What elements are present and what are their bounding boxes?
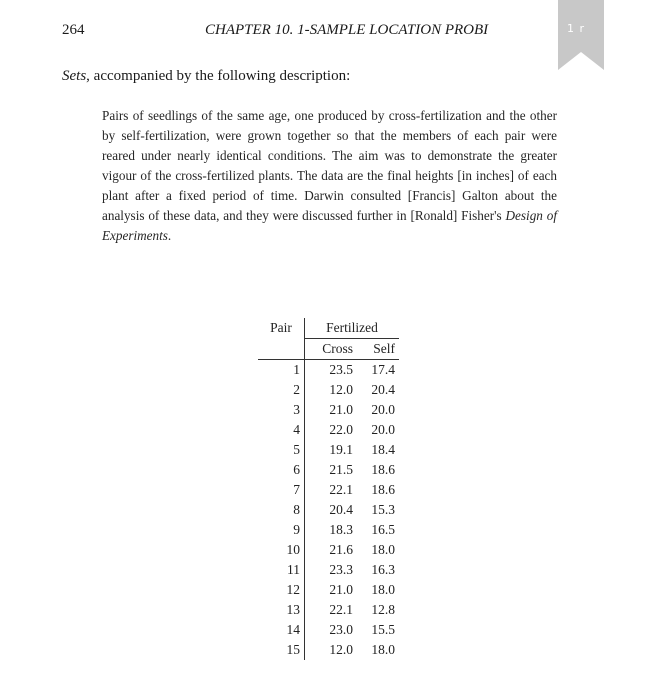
cell-pair: 7 <box>258 480 305 500</box>
cell-cross: 19.1 <box>329 442 353 457</box>
table-row <box>258 620 399 640</box>
cell-pair: 6 <box>258 460 305 480</box>
cell-pair: 12 <box>258 580 305 600</box>
header-fertilized: Fertilized <box>305 318 400 339</box>
darwin-data-table <box>258 318 399 660</box>
cell-self: 18.4 <box>371 442 395 457</box>
cell-self: 18.0 <box>371 542 395 557</box>
cell-cross: 23.3 <box>329 562 353 577</box>
cell-pair: 11 <box>258 560 305 580</box>
table-row <box>258 360 399 381</box>
cell-cross: 21.0 <box>329 402 353 417</box>
cell-cross: 21.5 <box>329 462 353 477</box>
cell-self: 18.0 <box>371 582 395 597</box>
cell-pair: 15 <box>258 640 305 660</box>
bookmark-icon[interactable] <box>558 0 604 70</box>
cell-self: 17.4 <box>371 362 395 377</box>
intro-line <box>62 68 350 85</box>
cell-self: 18.6 <box>371 482 395 497</box>
table-row <box>258 440 399 460</box>
table-row <box>258 500 399 520</box>
cell-cross: 22.1 <box>329 602 353 617</box>
intro-italic: Sets <box>62 68 87 84</box>
cell-cross: 12.0 <box>329 642 353 657</box>
running-header: CHAPTER 10. 1-SAMPLE LOCATION PROBI <box>205 22 489 38</box>
cell-pair: 10 <box>258 540 305 560</box>
cell-pair: 2 <box>258 380 305 400</box>
cell-cross: 23.5 <box>329 362 353 377</box>
cell-self: 20.0 <box>371 422 395 437</box>
block-quote <box>102 106 557 246</box>
bookmark-label: 1 r <box>567 22 586 35</box>
header-self: Self <box>357 339 399 360</box>
quote-end: . <box>167 228 172 243</box>
intro-text: , accompanied by the following description: <box>86 68 351 84</box>
table-row <box>258 600 399 620</box>
cell-cross: 22.0 <box>329 422 353 437</box>
cell-self: 18.6 <box>371 462 395 477</box>
cell-self: 16.3 <box>371 562 395 577</box>
cell-pair: 1 <box>258 360 305 381</box>
cell-self: 15.5 <box>371 622 395 637</box>
cell-cross: 22.1 <box>329 482 353 497</box>
cell-pair: 9 <box>258 520 305 540</box>
cell-cross: 20.4 <box>329 502 353 517</box>
quote-text: Pairs of seedlings of the same age, one produced by cross-fertilization and the other by self-fertilization, were grown together so that the members of each pair were reared under nearly identical conditions. The aim was to demonstrate the greater vigour of the cross-fertilized plants. The data are the final heights [in inches] of each plant after a fixed period of time. Darwin consulted [Francis] Galton about the analysis of these data, and they were discussed further in [Ronald] Fisher's <box>102 108 557 223</box>
cell-self: 20.4 <box>371 382 395 397</box>
cell-pair: 14 <box>258 620 305 640</box>
bookmark-shape <box>558 0 604 70</box>
table-row <box>258 480 399 500</box>
cell-pair: 5 <box>258 440 305 460</box>
cell-pair: 4 <box>258 420 305 440</box>
table-row <box>258 580 399 600</box>
header-cross: Cross <box>305 339 358 360</box>
cell-self: 20.0 <box>371 402 395 417</box>
quote-book-title: Design of Experiments <box>102 208 557 243</box>
table-row <box>258 560 399 580</box>
cell-cross: 12.0 <box>329 382 353 397</box>
table-row <box>258 420 399 440</box>
table-row <box>258 400 399 420</box>
table-row <box>258 520 399 540</box>
cell-cross: 18.3 <box>329 522 353 537</box>
cell-cross: 21.0 <box>329 582 353 597</box>
cell-pair: 13 <box>258 600 305 620</box>
table-body <box>258 360 399 661</box>
cell-pair: 8 <box>258 500 305 520</box>
cell-self: 15.3 <box>371 502 395 517</box>
cell-pair: 3 <box>258 400 305 420</box>
cell-cross: 21.6 <box>329 542 353 557</box>
cell-self: 16.5 <box>371 522 395 537</box>
table-row <box>258 540 399 560</box>
table-row <box>258 380 399 400</box>
page-number: 264 <box>62 22 85 38</box>
table-row <box>258 460 399 480</box>
header-pair: Pair <box>258 318 305 360</box>
cell-self: 12.8 <box>371 602 395 617</box>
table-row <box>258 640 399 660</box>
cell-self: 18.0 <box>371 642 395 657</box>
cell-cross: 23.0 <box>329 622 353 637</box>
